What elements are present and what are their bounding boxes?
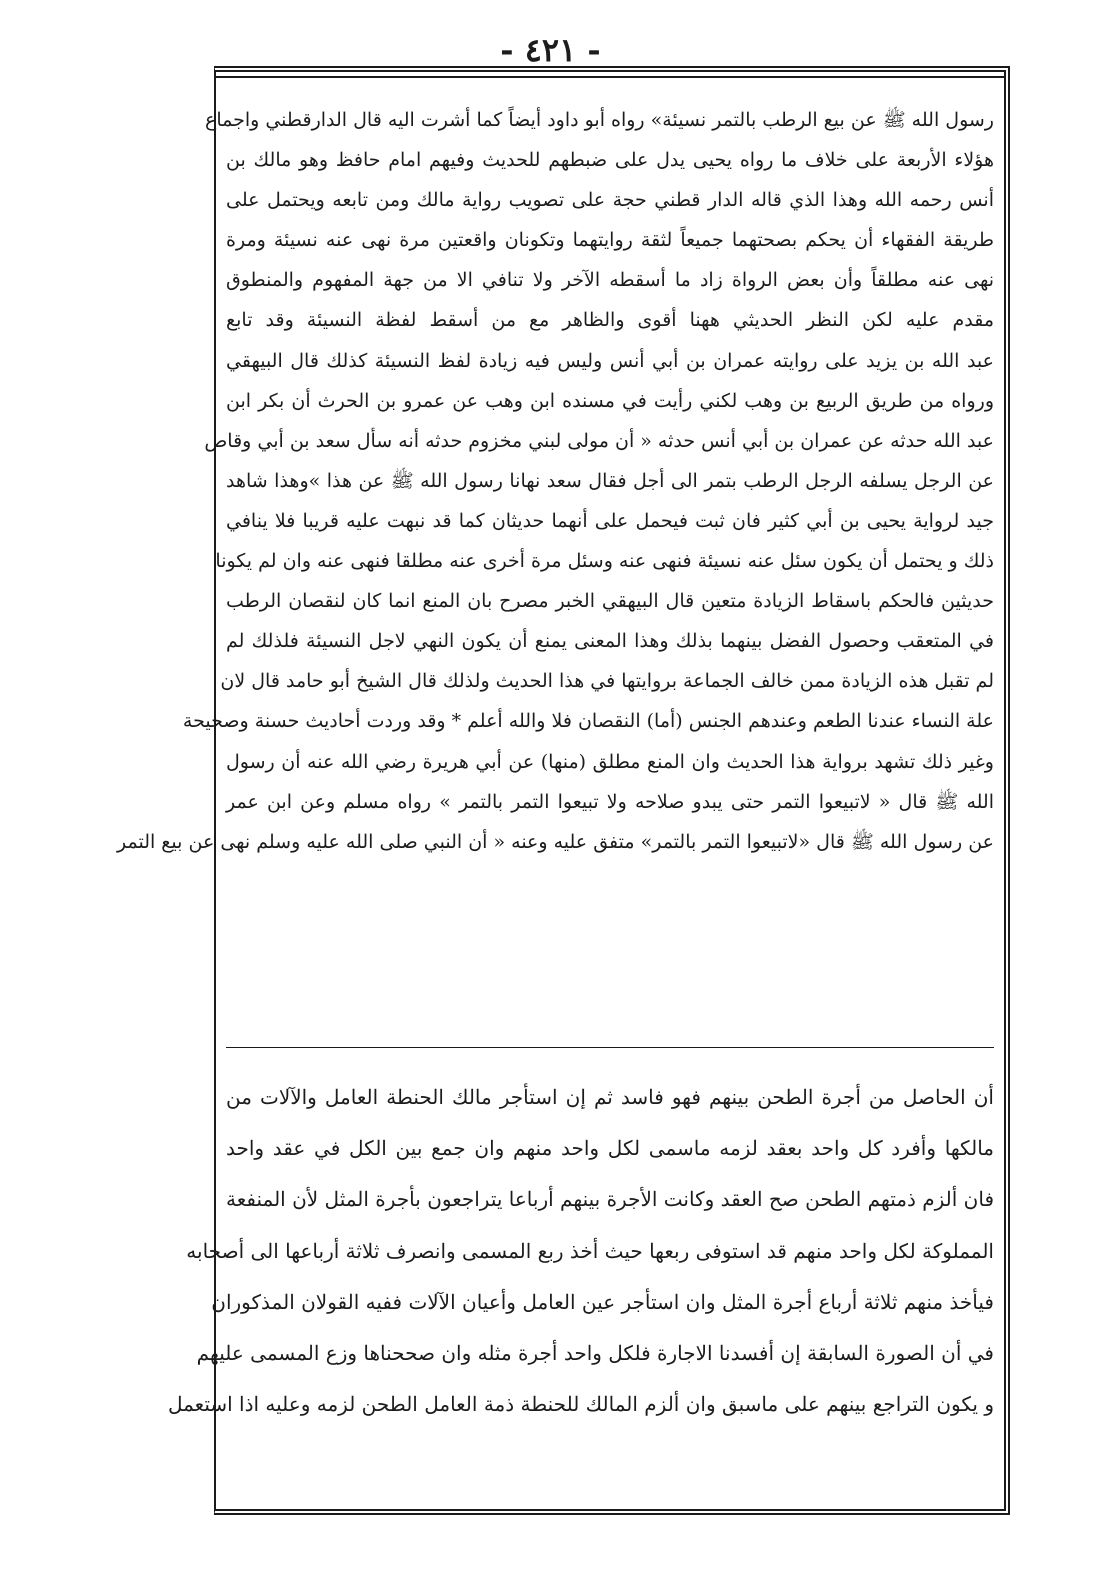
footnote-text-line: المملوكة لكل واحد منهم قد استوفى ربعها حيث أخذ ربع المسمى وانصرف ثلاثة أرباعها الى أصحابه bbox=[186, 1238, 994, 1263]
main-text-line: طريقة الفقهاء أن يحكم بصحتهما جميعاً لثقة روايتهما وتكونان واقعتين مرة نهى عنه نسيئة ومرة bbox=[226, 229, 994, 252]
footnote-text-line: فيأخذ منهم ثلاثة أرباع أجرة المثل وان استأجر عين العامل وأعيان الآلات ففيه القولان المذكوران bbox=[211, 1289, 994, 1314]
footnote-text-line: و يكون التراجع بينهم على ماسبق وان ألزم المالك للحنطة ذمة العامل الطحن لزمه وعليه اذا استعمل bbox=[167, 1392, 994, 1417]
footnote-text-block bbox=[167, 1072, 994, 1430]
main-text-line: لم تقبل هذه الزيادة ممن خالف الجماعة بروايتها في هذا الحديث ولذلك قال الشيخ أبو حامد قال لان bbox=[220, 670, 994, 693]
main-text-line: ورواه من طريق الربيع بن وهب لكني رأيت في مسنده ابن وهب عن عمرو بن الحرث أن بكر ابن bbox=[226, 389, 994, 412]
footnote-text-line: أن الحاصل من أجرة الطحن بينهم فهو فاسد ثم إن استأجر مالك الحنطة العامل والآلات من bbox=[226, 1085, 994, 1109]
main-text-line: وغير ذلك تشهد برواية هذا الحديث وان المنع مطلق (منها) عن أبي هريرة رضي الله عنه أن رسول bbox=[226, 750, 994, 773]
main-text-line: مقدم عليه لكن النظر الحديثي ههنا أقوى والظاهر مع من أسقط لفظة النسيئة وقد تابع bbox=[226, 309, 994, 332]
footnote-text-line: في أن الصورة السابقة إن أفسدنا الاجارة فلكل واحد أجرة مثله وان صححناها وزع المسمى عليهم bbox=[196, 1340, 994, 1365]
main-text-line: الله ﷺ قال « لاتبيعوا التمر حتى يبدو صلاحه ولا تبيعوا التمر بالتمر » رواه مسلم وعن ابن عمر bbox=[226, 790, 994, 813]
main-text-line: علة النساء عندنا الطعم وعندهم الجنس (أما) النقصان فلا والله أعلم * وقد وردت أحاديث حسنة وصحيحة bbox=[182, 710, 994, 733]
footnote-divider bbox=[226, 1047, 994, 1048]
main-text-line: نهى عنه مطلقاً وأن بعض الرواة زاد ما أسقطه الآخر ولا تنافي الا من جهة المفهوم والمنطوق bbox=[226, 269, 994, 292]
main-text-line: ذلك و يحتمل أن يكون سئل عنه نسيئة فنهى عنه وسئل مرة أخرى عنه مطلقا فنهى عنه وان لم يكونا bbox=[215, 550, 994, 573]
main-text-block bbox=[117, 100, 994, 862]
footnote-text-line: مالكها وأفرد كل واحد بعقد لزمه ماسمى لكل واحد منهم وان جمع بين الكل في عقد واحد bbox=[226, 1136, 994, 1161]
main-text-line: أنس رحمه الله وهذا الذي قاله الدار قطني حجة على تصويب رواية مالك ومن تابعه ويحتمل على bbox=[226, 189, 994, 212]
main-text-line: عبد الله بن يزيد على روايته عمران بن أبي أنس وليس فيه زيادة لفظ النسيئة كذلك قال البيهقي bbox=[226, 349, 994, 372]
main-text-line: حديثين فالحكم باسقاط الزيادة متعين قال البيهقي الخبر مصرح بان المنع انما كان لنقصان الرطب bbox=[226, 590, 994, 613]
footnote-text-line: فان ألزم ذمتهم الطحن صح العقد وكانت الأجرة بينهم أرباعا يتراجعون بأجرة المثل لأن المنفعة bbox=[226, 1187, 994, 1212]
main-text-line: في المتعقب وحصول الفضل بينهما بذلك وهذا المعنى يمنع أن يكون النهي لاجل النسيئة فلذلك لم bbox=[226, 630, 994, 653]
main-text-line: جيد لرواية يحيى بن أبي كثير فان ثبت فيحمل على أنهما حديثان كما قد نبهت عليه قريبا فلا ينافي bbox=[226, 509, 994, 532]
main-text-line: هؤلاء الأربعة على خلاف ما رواه يحيى يدل على ضبطهم للحديث وفيهم امام حافظ وهو مالك بن bbox=[226, 149, 994, 172]
main-text-line: رسول الله ﷺ عن بيع الرطب بالتمر نسيئة» رواه أبو داود أيضاً كما أشرت اليه قال الدارقطني واجماع bbox=[204, 109, 994, 131]
page-number: - ٤٢١ - bbox=[500, 31, 601, 69]
main-text-line: عبد الله حدثه عن عمران بن أبي أنس حدثه « أن مولى لبني مخزوم حدثه أنه سأل سعد بن أبي وقاص bbox=[204, 429, 994, 452]
main-text-line: عن رسول الله ﷺ قال «لاتبيعوا التمر بالتمر» متفق عليه وعنه « أن النبي صلى الله عليه وسلم نهى عن بيع التمر bbox=[117, 830, 994, 853]
main-text-line: عن الرجل يسلفه الرجل الرطب بتمر الى أجل فقال سعد نهانا رسول الله ﷺ عن هذا »وهذا شاهد bbox=[226, 469, 994, 492]
page-frame bbox=[117, 66, 1010, 1515]
